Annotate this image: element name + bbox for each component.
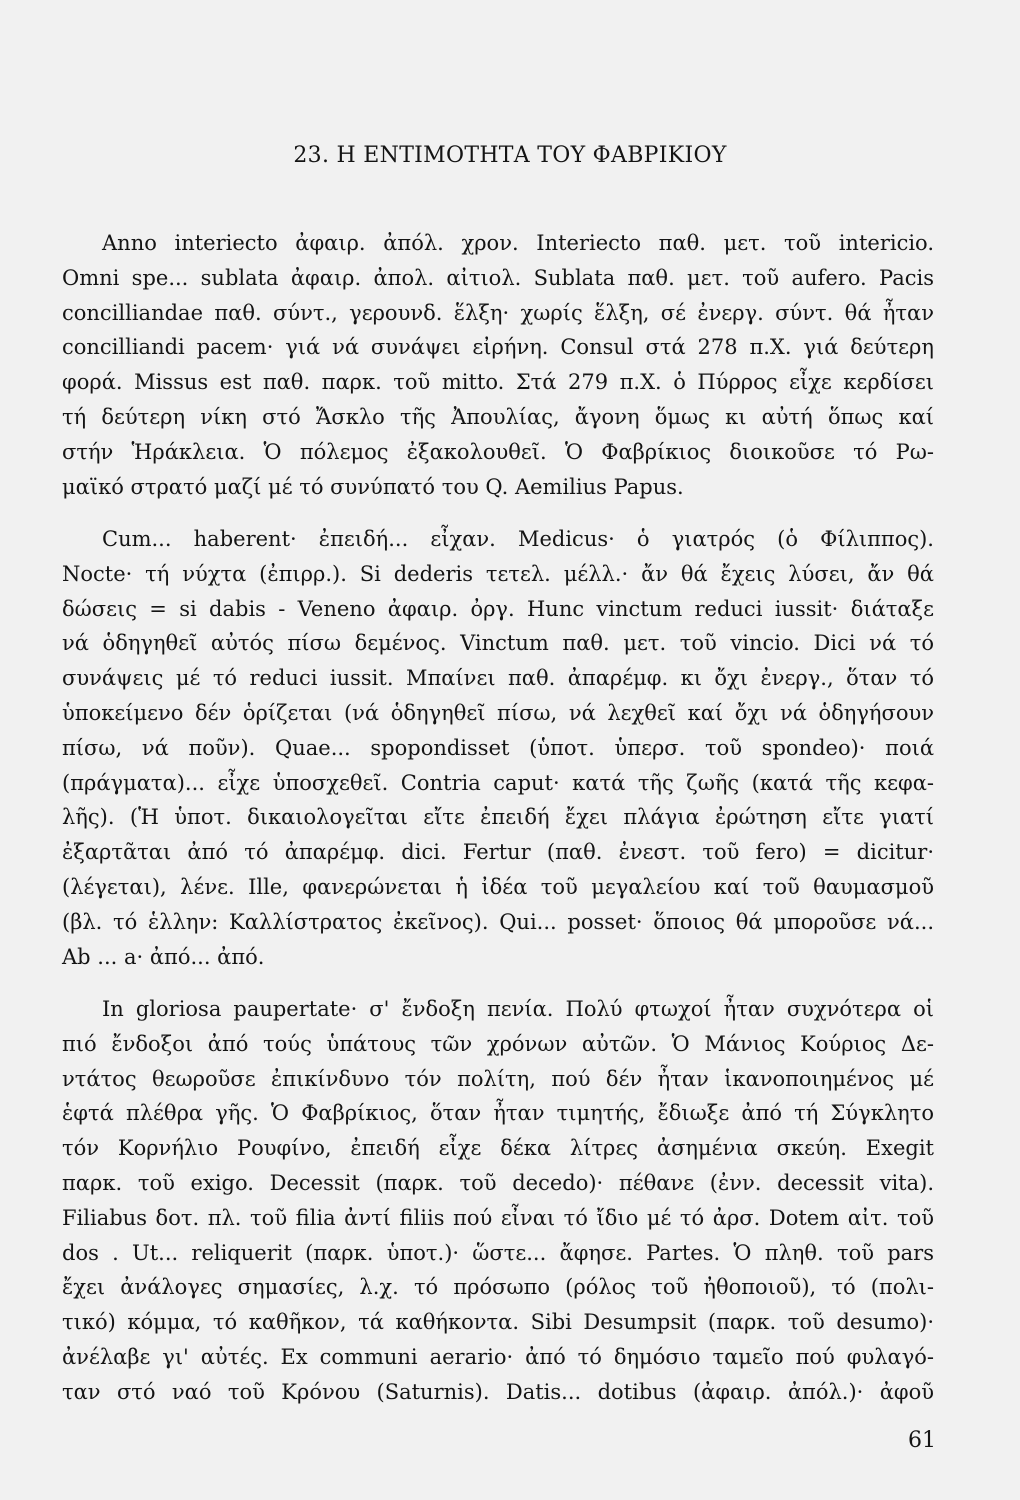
text-line: (βλ. τό ἑλλην: Καλλίστρατος ἐκεῖνος). Qui... posset· ὅποιος θά μποροῦσε νά... (62, 909, 934, 934)
text-line: στήν Ἡράκλεια. Ὁ πόλεμος ἐξακολουθεῖ. Ὁ Φαβρίκιος διοικοῦσε τό Ρω- (62, 439, 934, 464)
text-line: Cum... haberent· ἐπειδή... εἶχαν. Medicus· ὁ γιατρός (ὁ Φίλιππος). (102, 527, 934, 551)
text-line: Omni spe... sublata ἀφαιρ. ἀπολ. αἰτιολ. Sublata παθ. μετ. τοῦ aufero. Pacis (62, 265, 934, 290)
text-line: ταν στό ναό τοῦ Κρόνου (Saturnis). Datis... dotibus (ἀφαιρ. ἀπόλ.)· ἀφοῦ (62, 1379, 934, 1404)
text-line: τή δεύτερη νίκη στό Ἄσκλο τῆς Ἀπουλίας, ἄγονη ὅμως κι αὐτή ὅπως καί (62, 404, 934, 429)
text-line: παρκ. τοῦ exigo. Decessit (παρκ. τοῦ decedo)· πέθανε (ἐνν. decessit vita). (62, 1170, 934, 1195)
text-line: In gloriosa paupertate· σ' ἔνδοξη πενία. Πολύ φτωχοί ἦταν συχνότερα οἱ (102, 997, 934, 1021)
paragraph-1 (62, 226, 934, 504)
paragraph-2 (62, 522, 934, 974)
chapter-title: 23. Η ΕΝΤΙΜΟΤΗΤΑ ΤΟΥ ΦΑΒΡΙΚΙΟΥ (293, 143, 727, 168)
text-line: Ab ... a· ἀπό... ἀπό. (62, 944, 265, 969)
text-line: ἐξαρτᾶται ἀπό τό ἀπαρέμφ. dici. Fertur (παθ. ἐνεστ. τοῦ fero) = dicitur· (62, 840, 934, 865)
text-line: μαϊκό στρατό μαζί μέ τό συνύπατό του Q. Aemilius Papus. (62, 474, 684, 499)
text-line: (πράγματα)... εἶχε ὑποσχεθεῖ. Contria caput· κατά τῆς ζωῆς (κατά τῆς κεφα- (62, 770, 934, 795)
text-line: Anno interiecto ἀφαιρ. ἀπόλ. χρον. Interiecto παθ. μετ. τοῦ intericio. (102, 231, 934, 255)
text-line: ὑποκείμενο δέν ὁρίζεται (νά ὁδηγηθεῖ πίσω, νά λεχθεῖ καί ὄχι νά ὁδηγήσουν (62, 700, 934, 725)
text-line: ἑφτά πλέθρα γῆς. Ὁ Φαβρίκιος, ὅταν ἦταν τιμητής, ἔδιωξε ἀπό τή Σύγκλητο (62, 1101, 934, 1126)
text-line: λῆς). (Ἡ ὑποτ. δικαιολογεῖται εἴτε ἐπειδή ἔχει πλάγια ἐρώτηση εἴτε γιατί (62, 805, 934, 830)
text-line: Filiabus δοτ. πλ. τοῦ filia ἀντί filiis πού εἶναι τό ἴδιο μέ τό ἀρσ. Dotem αἰτ. τοῦ (62, 1205, 934, 1230)
text-line: dos . Ut... reliquerit (παρκ. ὑποτ.)· ὥστε... ἄφησε. Partes. Ὁ πληθ. τοῦ pars (62, 1240, 934, 1265)
text-line: ἀνέλαβε γι' αὐτές. Ex communi aerario· ἀπό τό δημόσιο ταμεῖο πού φυλαγό- (62, 1344, 934, 1369)
page-number: 61 (908, 1428, 936, 1453)
text-line: τικό) κόμμα, τό καθῆκον, τά καθήκοντα. Sibi Desumpsit (παρκ. τοῦ desumo)· (62, 1310, 934, 1335)
text-line: φορά. Missus est παθ. παρκ. τοῦ mitto. Στά 279 π.Χ. ὁ Πύρρος εἶχε κερδίσει (62, 370, 934, 395)
text-line: δώσεις = si dabis - Veneno ἀφαιρ. ὀργ. Hunc vinctum reduci iussit· διάταξε (62, 596, 934, 621)
text-line: πιό ἔνδοξοι ἀπό τούς ὑπάτους τῶν χρόνων αὐτῶν. Ὁ Μάνιος Κούριος Δε- (62, 1031, 934, 1056)
text-line: συνάψεις μέ τό reduci iussit. Μπαίνει παθ. ἀπαρέμφ. κι ὄχι ἐνεργ., ὅταν τό (62, 666, 934, 691)
text-line: ντάτος θεωροῦσε ἐπικίνδυνο τόν πολίτη, πού δέν ἦταν ἱκανοποιημένος μέ (62, 1066, 934, 1091)
text-line: τόν Κορνήλιο Ρουφίνο, ἐπειδή εἶχε δέκα λίτρες ἀσημένια σκεύη. Exegit (62, 1136, 934, 1161)
text-line: ἔχει ἀνάλογες σημασίες, λ.χ. τό πρόσωπο (ρόλος τοῦ ἠθοποιοῦ), τό (πολι- (62, 1275, 934, 1300)
text-line: Nocte· τή νύχτα (ἐπιρρ.). Si dederis τετελ. μέλλ.· ἄν θά ἔχεις λύσει, ἄν θά (62, 561, 934, 586)
text-line: (λέγεται), λένε. Ille, φανερώνεται ἡ ἰδέα τοῦ μεγαλείου καί τοῦ θαυμασμοῦ (62, 874, 934, 899)
paragraph-3 (62, 992, 934, 1410)
text-line: νά ὁδηγηθεῖ αὐτός πίσω δεμένος. Vinctum παθ. μετ. τοῦ vincio. Dici νά τό (62, 631, 934, 656)
text-line: concilliandi pacem· γιά νά συνάψει εἰρήνη. Consul στά 278 π.Χ. γιά δεύτερη (62, 335, 934, 360)
text-line: πίσω, νά ποῦν). Quae... spopondisset (ὑποτ. ὑπερσ. τοῦ spondeo)· ποιά (62, 735, 934, 760)
text-line: concilliandae παθ. σύντ., γερουνδ. ἕλξη· χωρίς ἕλξη, σέ ἐνεργ. σύντ. θά ἦταν (62, 300, 934, 325)
